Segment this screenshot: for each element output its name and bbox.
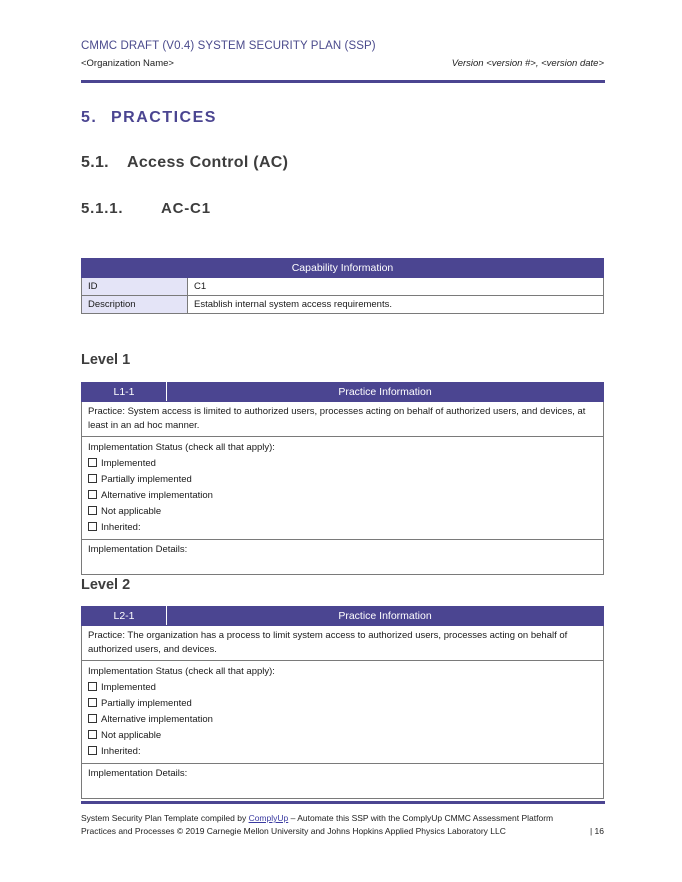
implementation-details[interactable]: Implementation Details: [82, 540, 604, 575]
organization-name: <Organization Name> [81, 58, 174, 69]
implementation-status-cell [82, 437, 604, 540]
footer-line-2: Practices and Processes © 2019 Carnegie Mellon University and Johns Hopkins Applied Physics Laboratory LLC [81, 826, 506, 836]
checkbox-not-applicable[interactable]: Not applicable [88, 728, 597, 744]
capability-information-table [81, 258, 604, 314]
checkbox-icon[interactable] [88, 730, 97, 739]
practice-table-title: Practice Information [167, 607, 604, 626]
table-row [82, 437, 604, 540]
checkbox-implemented[interactable]: Implemented [88, 680, 597, 696]
footer-line-1: System Security Plan Template compiled by ComplyUp – Automate this SSP with the ComplyUp CMMC Assessment Platform [81, 813, 554, 823]
checkbox-icon[interactable] [88, 682, 97, 691]
table-row [82, 402, 604, 437]
checkbox-icon[interactable] [88, 698, 97, 707]
subsection-heading [81, 154, 288, 172]
subsubsection-title: AC-C1 [161, 200, 211, 217]
header-divider [81, 80, 605, 83]
implementation-status-cell [82, 661, 604, 764]
level-2-practice-table [81, 606, 604, 799]
checkbox-icon[interactable] [88, 458, 97, 467]
level-1-practice-table [81, 382, 604, 575]
implementation-status-label: Implementation Status (check all that apply): [88, 666, 275, 677]
version-info: Version <version #>, <version date> [451, 58, 604, 69]
practice-statement: Practice: The organization has a process to limit system access to authorized users, processes acting on behalf of authorized users, and devices. [82, 626, 604, 661]
checkbox-implemented[interactable]: Implemented [88, 456, 597, 472]
id-label: ID [82, 278, 188, 296]
checkbox-icon[interactable] [88, 490, 97, 499]
checkbox-icon[interactable] [88, 714, 97, 723]
complyup-link[interactable]: ComplyUp [248, 813, 289, 823]
checkbox-inherited[interactable]: Inherited: [88, 520, 597, 536]
section-title: PRACTICES [111, 109, 217, 126]
description-value: Establish internal system access requirements. [188, 296, 604, 314]
table-row [82, 296, 604, 314]
subsubsection-heading [81, 200, 211, 217]
id-value: C1 [188, 278, 604, 296]
table-row [82, 540, 604, 575]
document-header-title: CMMC DRAFT (V0.4) SYSTEM SECURITY PLAN (SSP) [81, 40, 376, 52]
capability-table-title: Capability Information [82, 259, 604, 278]
table-row [82, 764, 604, 799]
implementation-status-label: Implementation Status (check all that apply): [88, 442, 275, 453]
checkbox-icon[interactable] [88, 506, 97, 515]
section-heading [81, 109, 217, 127]
section-number: 5. [81, 109, 98, 126]
practice-id: L1-1 [82, 383, 167, 402]
subsection-title: Access Control (AC) [127, 154, 289, 171]
subsection-number: 5.1. [81, 154, 109, 171]
checkbox-not-applicable[interactable]: Not applicable [88, 504, 597, 520]
checkbox-alternative-implementation[interactable]: Alternative implementation [88, 488, 597, 504]
table-row [82, 626, 604, 661]
checkbox-partially-implemented[interactable]: Partially implemented [88, 472, 597, 488]
implementation-details[interactable]: Implementation Details: [82, 764, 604, 799]
practice-table-title: Practice Information [167, 383, 604, 402]
checkbox-inherited[interactable]: Inherited: [88, 744, 597, 760]
checkbox-icon[interactable] [88, 522, 97, 531]
table-row [82, 661, 604, 764]
table-row [82, 278, 604, 296]
practice-statement: Practice: System access is limited to authorized users, processes acting on behalf of authorized users, and devices, at least in an ad hoc manner. [82, 402, 604, 437]
subsubsection-number: 5.1.1. [81, 200, 124, 217]
checkbox-partially-implemented[interactable]: Partially implemented [88, 696, 597, 712]
level-1-heading: Level 1 [81, 352, 131, 368]
page-number: | 16 [589, 826, 604, 836]
checkbox-alternative-implementation[interactable]: Alternative implementation [88, 712, 597, 728]
level-2-heading: Level 2 [81, 577, 131, 593]
checkbox-icon[interactable] [88, 746, 97, 755]
description-label: Description [82, 296, 188, 314]
checkbox-icon[interactable] [88, 474, 97, 483]
practice-id: L2-1 [82, 607, 167, 626]
footer-divider [81, 801, 605, 804]
